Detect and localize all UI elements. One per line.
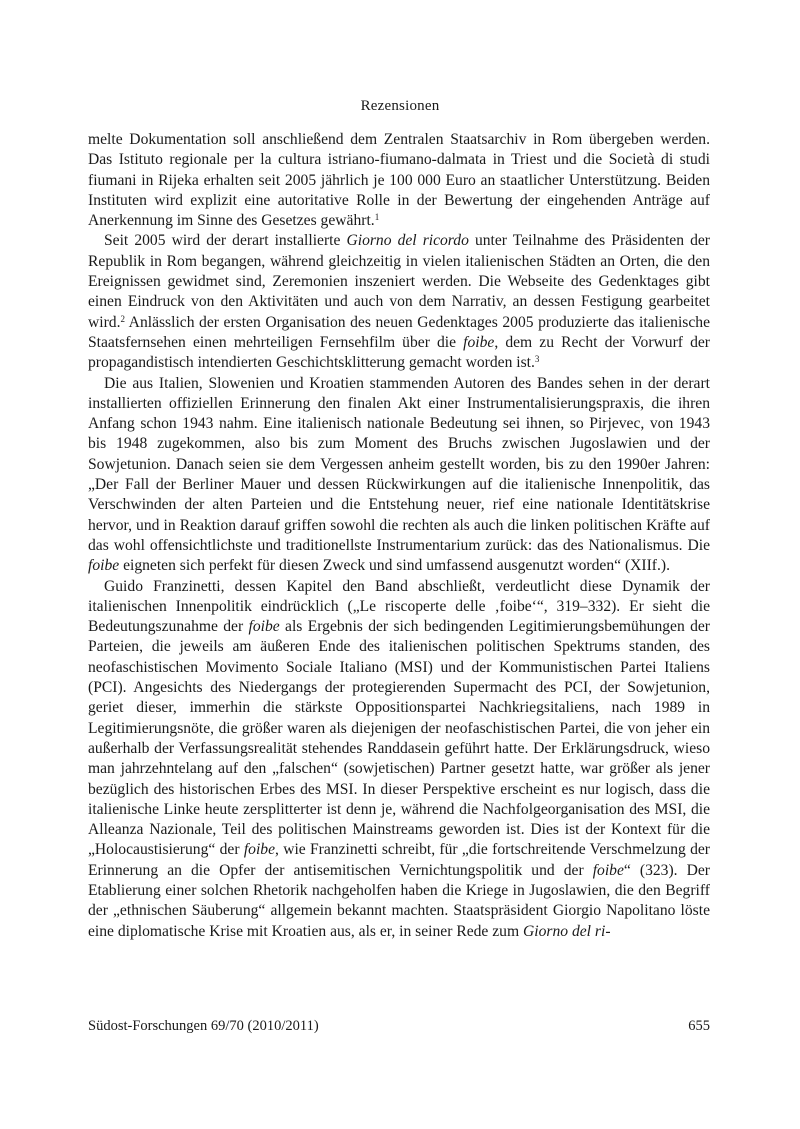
paragraph [88, 577, 710, 942]
italic-term: foibe [243, 841, 275, 859]
text-run: Seit 2005 wird der derart installierte [104, 232, 347, 250]
text-run: melte Dokumentation soll anschließend dem Zentralen Staatsarchiv in Rom übergeben werden. Das Istituto regionale per la cultura istriano-fiumano-dalmata in Triest und die Società di studi fiumani in Rijeka erhalten seit 2005 jährlich je 100 000 Euro an staatlicher Unterstützung. Beiden Instituten wird explizit eine autoritative Rolle in der Bewertung der eingehenden Anträge auf Anerkennung im Sinne des Gesetzes gewährt. [88, 131, 710, 230]
body-text [88, 130, 710, 942]
text-run: Guido Franzinetti, dessen Kapitel den Band abschließt, verdeutlicht diese Dynamik der italienischen Innenpolitik eindrücklich („Le riscoperte delle ‚foibe‘“, 319–332). Er sieht die Bedeutungszunahme der [88, 577, 710, 636]
footnote-marker: 3 [534, 354, 540, 365]
text-run: als Ergebnis der sich bedingenden Legitimierungsbemühungen der Parteien, die jeweils am äußeren Ende des italienischen politischen Spektrums standen, des neofaschistischen Movimento Sociale Italiano (MSI) und der Kommunistischen Partei Italiens (PCI). Angesichts des Niedergangs der protegierenden Supermacht des PCI, der Sowjetunion, geriet dieser, immerhin die stärkste Oppositionspartei Nachkriegsitaliens, nach 1989 in Legitimierungsnöte, die größer waren als diejenigen der neofaschistischen Partei, die von jeher ein außerhalb der Verfassungsrealität stehendes Randdasein geführt hatte. Der Erklärungsdruck, wieso man jahrzehntelang auf den „falschen“ (sowjetischen) Partner gesetzt hatte, war größer als jener bezüglich des historischen Erbes des MSI. In dieser Perspektive erscheint es nur logisch, dass die italienische Linke heute zersplitterter ist denn je, während die Nachfolgeorganisation des MSI, die Alleanza Nazionale, Teil des politischen Mainstreams geworden ist. Dies ist der Kontext für die „Holocaustisierung“ der [88, 618, 711, 859]
italic-term: foibe [592, 861, 624, 879]
running-head: Rezensionen [360, 98, 440, 114]
text-run: “ (323). Der Etablierung einer solchen Rhetorik nachgeholfen haben die Kriege in Jugoslawien, die den Begriff der „ethnischen Säuberung“ allgemein bekannt machten. Staatspräsident Giorgio Napolitano löste eine diplomatische Krise mit Kroatien aus, als er, in seiner Rede zum [88, 861, 710, 940]
italic-term: foibe [248, 618, 280, 636]
footnote-marker: 2 [120, 313, 125, 324]
text-run: , wie Franzinetti schreibt, für „die fortschreitende Verschmelzung der Erinnerung an die Opfer der antisemitischen Vernichtungspolitik und der [88, 841, 710, 879]
italic-term: Giorno del ricordo [346, 232, 469, 250]
paragraph [88, 231, 710, 373]
text-run: , dem zu Recht der Vorwurf der propagandistisch intendierten Geschichtsklitterung gemacht worden ist. [88, 333, 710, 372]
paragraph [88, 130, 710, 231]
paragraph [88, 374, 710, 577]
footnote-marker: 1 [374, 212, 380, 223]
page-number: 655 [688, 1018, 710, 1034]
text-run: Anlässlich der ersten Organisation des neuen Gedenktages 2005 produzierte das italienische Staatsfernsehen einen mehrteiligen Fernsehfilm über die [88, 313, 710, 351]
journal-citation: Südost-Forschungen 69/70 (2010/2011) [88, 1018, 319, 1034]
text-run: eigneten sich perfekt für diesen Zweck und sind umfassend ausgenutzt worden“ (XIIf.). [119, 557, 670, 575]
italic-term: foibe [88, 557, 120, 575]
italic-term: Giorno del ri- [523, 922, 611, 940]
italic-term: foibe [463, 333, 495, 351]
text-run: Die aus Italien, Slowenien und Kroatien stammenden Autoren des Bandes sehen in der derart installierten offiziellen Erinnerung den finalen Akt einer Instrumentalisierungspraxis, die ihren Anfang schon 1943 nahm. Eine italienisch nationale Bedeutung sei ihnen, so Pirjevec, von 1943 bis 1948 zugekommen, also bis zum Moment des Bruchs zwischen Jugoslawien und der Sowjetunion. Danach seien sie dem Vergessen anheim gestellt worden, bis zu den 1990er Jahren: „Der Fall der Berliner Mauer und dessen Rückwirkungen auf die italienische Innenpolitik, das Verschwinden der alten Parteien und die Entstehung neuer, rief eine nationale Identitätskrise hervor, und in Reaktion darauf griffen sowohl die rechten als auch die linken politischen Kräfte auf das wohl offensichtlichste und traditionellste Instrumentarium zurück: das des Nationalismus. Die [88, 374, 710, 554]
text-run: unter Teilnahme des Präsidenten der Republik in Rom begangen, während gleichzeitig in vielen italienischen Städten an Orten, die den Ereignissen gewidmet sind, Zeremonien inszeniert werden. Die Webseite des Gedenktages gibt einen Eindruck von den Aktivitäten und auch von dem Narrativ, an dessen Festigung gearbeitet wird. [88, 232, 710, 331]
